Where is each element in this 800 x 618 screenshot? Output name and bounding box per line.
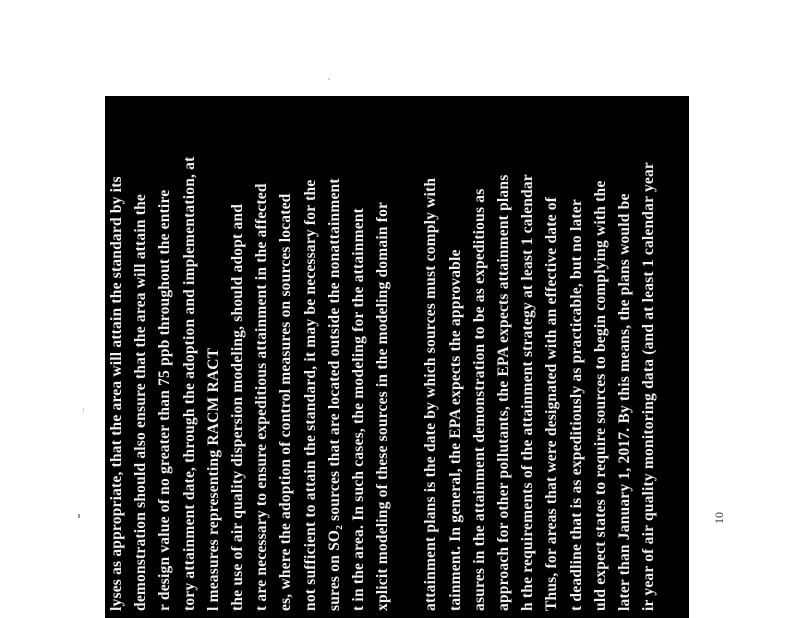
text-line: approach for other pollutants, the EPA expects attainment plans xyxy=(495,174,512,611)
text-line: sures on SO₂ sources that are located outside the nonattainment xyxy=(325,178,343,611)
text-line: t deadline that is as expeditiously as practicable, but no later xyxy=(567,199,585,611)
text-line: ir year of air quality monitoring data (and at least 1 calendar year xyxy=(640,161,658,611)
text-line: demonstration should also ensure that the area will attain the xyxy=(132,194,150,611)
text-line: the use of air quality dispersion modeling, should adopt and xyxy=(228,203,246,611)
text-line: asures in the attainment demonstration to be as expeditious as xyxy=(470,188,488,611)
paragraph-1 xyxy=(105,103,395,611)
text-line: t in the area. In such cases, the modeling for the attainment xyxy=(349,208,367,611)
scan-speck xyxy=(78,514,80,518)
rotated-text-block xyxy=(105,103,689,611)
scan-speck xyxy=(83,408,84,413)
text-line: attainment plans is the date by which sources must comply with xyxy=(422,177,440,611)
text-line: tainment. In general, the EPA expects the approvable xyxy=(446,249,464,611)
text-line: lyses as appropriate, that the area will attain the standard by its xyxy=(108,176,125,611)
text-line: r design value of no greater than 75 ppb throughout the entire xyxy=(156,189,174,611)
scanned-page-inverted xyxy=(105,96,689,618)
scan-speck xyxy=(328,78,330,80)
paragraph-gap xyxy=(395,103,419,611)
page-number: 10 xyxy=(712,512,726,524)
text-line: tory attainment date, through the adoption and implementation, at xyxy=(180,156,198,611)
text-line: t are necessary to ensure expeditious attainment in the affected xyxy=(253,183,271,611)
text-line: es, where the adoption of control measures on sources located xyxy=(277,193,295,611)
text-line: h the requirements of the attainment strategy at least 1 calendar xyxy=(519,174,537,611)
text-line: l measures representing RACM RACT xyxy=(204,347,222,611)
text-line: Thus, for areas that were designated with an effective date of xyxy=(543,196,561,611)
text-line: not sufficient to attain the standard, it may be necessary for the xyxy=(301,179,319,611)
text-line: xplicit modeling of these sources in the modeling domain for xyxy=(374,201,392,611)
text-line: later than January 1, 2017. By this means, the plans would be xyxy=(615,193,633,611)
paragraph-2 xyxy=(419,103,661,611)
text-line: uld expect states to require sources to begin complying with the xyxy=(591,180,609,611)
